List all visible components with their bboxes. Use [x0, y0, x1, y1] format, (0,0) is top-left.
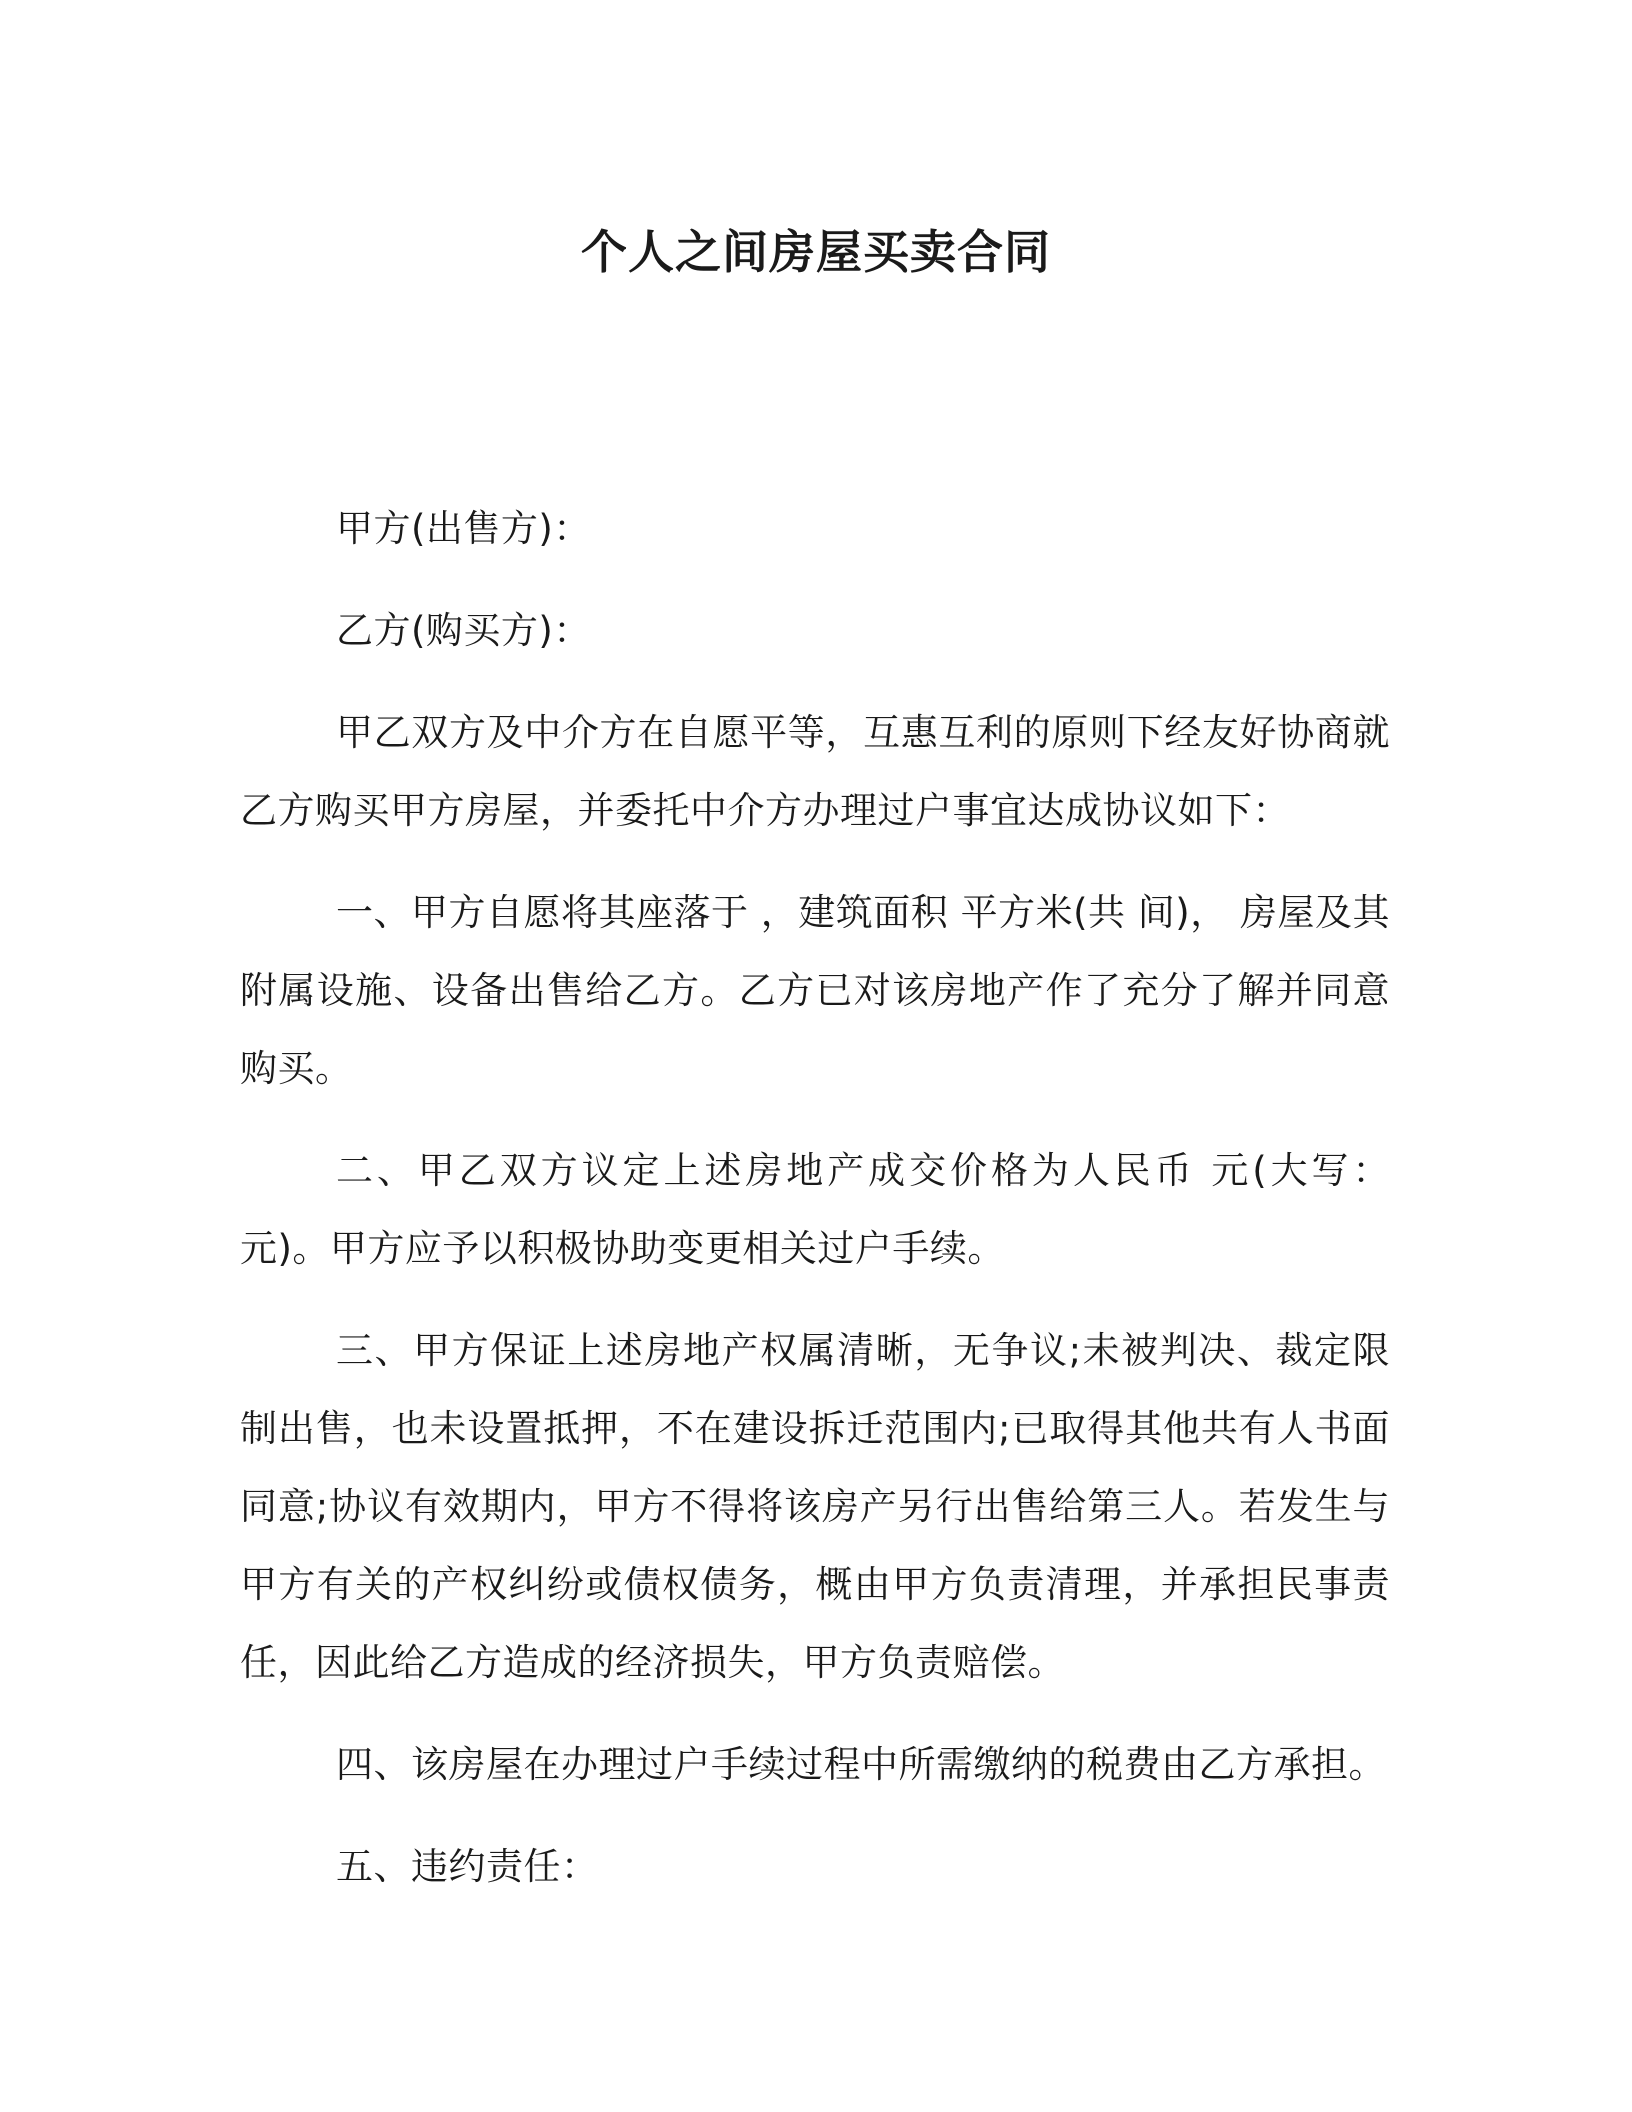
party-b-line: 乙方(购买方)：: [336, 609, 591, 652]
clause-5-heading: 五、违约责任：: [336, 1845, 599, 1888]
clause-2-paragraph: 二、甲乙双方议定上述房地产成交价格为人民币 元(大写： 元)。甲方应予以积极协助变更相关过户手续。: [240, 1149, 1390, 1270]
document-title: 个人之间房屋买卖合同: [581, 225, 1051, 279]
clause-4-paragraph: 四、该房屋在办理过户手续过程中所需缴纳的税费由乙方承担。: [336, 1743, 1386, 1786]
preamble-paragraph: 甲乙双方及中介方在自愿平等，互惠互利的原则下经友好协商就乙方购买甲方房屋，并委托中介方办理过户事宜达成协议如下：: [240, 711, 1390, 832]
clause-3-paragraph: 三、甲方保证上述房地产权属清晰，无争议;未被判决、裁定限制出售，也未设置抵押，不在建设拆迁范围内;已取得其他共有人书面同意;协议有效期内，甲方不得将该房产另行出售给第三人。若发生与甲方有关的产权纠纷或债权债务，概由甲方负责清理，并承担民事责任，因此给乙方造成的经济损失，甲方负责赔偿。: [240, 1329, 1390, 1684]
party-a-line: 甲方(出售方)：: [336, 507, 591, 550]
document-body: [240, 490, 1390, 1930]
clause-1-paragraph: 一、甲方自愿将其座落于 ，建筑面积 平方米(共 间)， 房屋及其附属设施、设备出售给乙方。乙方已对该房地产作了充分了解并同意购买。: [240, 891, 1390, 1090]
